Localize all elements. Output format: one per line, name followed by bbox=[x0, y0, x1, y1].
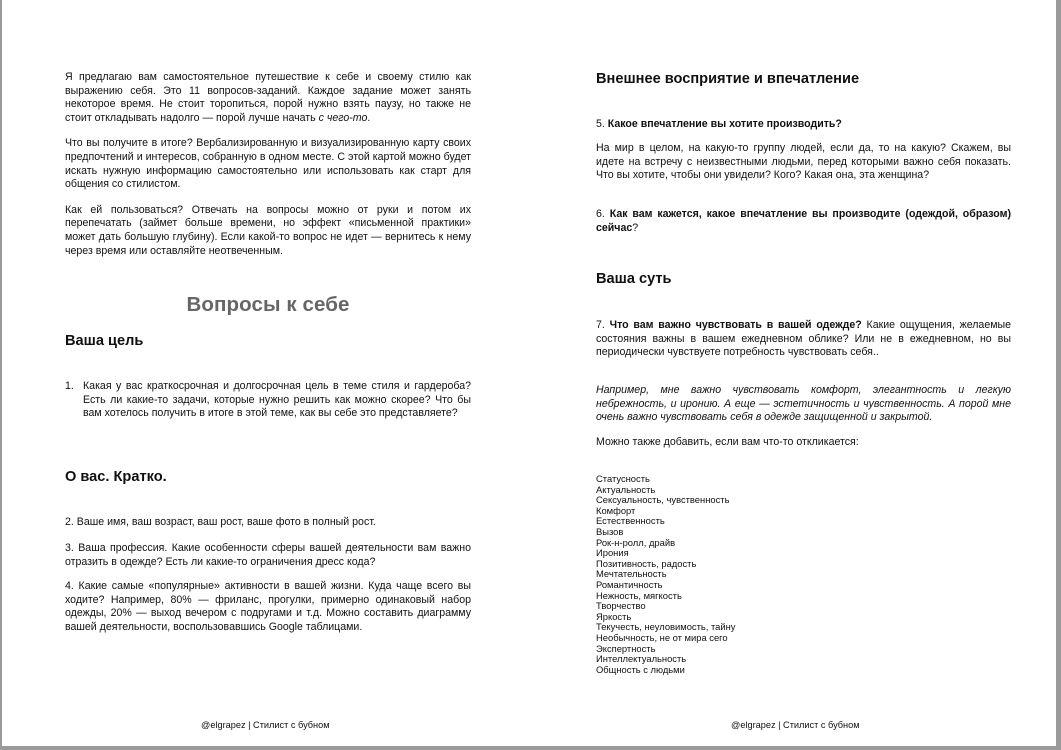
trait-item: Романтичность bbox=[596, 578, 663, 590]
trait-item: Интеллектуальность bbox=[596, 653, 687, 665]
question-7: 7. Что вам важно чувствовать в вашей одежде? Какие ощущения, желаемые состояния важны в вашем ежедневном облике? Или не в ежедневном, но вы периодически чувствуете потребность чувствовать себя.. bbox=[596, 319, 1011, 359]
trait-item: Естественность bbox=[596, 515, 665, 527]
question-3: 3. Ваша профессия. Какие особенности сферы вашей деятельности вам важно отразить в одежде? Есть ли какие-то ограничения дресс кода? bbox=[65, 542, 471, 568]
trait-item: Сексуальность, чувственность bbox=[596, 494, 730, 506]
intro-paragraph-3: Как ей пользоваться? Отвечать на вопросы можно от руки и потом их перепечатать (займет больше времени, но эффект «письменной практики» может дать большую глубину). Если какой-то вопрос не идет — вернитесь к нему через время или оставляйте неотвеченным. bbox=[65, 203, 471, 257]
trait-item: Рок-н-ролл, драйв bbox=[596, 536, 676, 548]
traits-list bbox=[596, 474, 1011, 675]
trait-item: Текучесть, неуловимость, тайну bbox=[596, 621, 736, 633]
trait-item: Творчество bbox=[596, 600, 646, 612]
right-page-footer: @elgrapez | Стилист с бубном bbox=[731, 720, 860, 730]
question-2: 2. Ваше имя, ваш возраст, ваш рост, ваше фото в полный рост. bbox=[65, 516, 376, 528]
essence-heading: Ваша суть bbox=[596, 271, 672, 287]
section-title: Вопросы к себе bbox=[186, 293, 350, 316]
trait-item: Комфорт bbox=[596, 504, 636, 516]
left-page bbox=[65, 0, 471, 746]
left-page-footer: @elgrapez | Стилист с бубном bbox=[201, 720, 330, 730]
question-5-body: На мир в целом, на какую-то группу людей, если да, то на какую? Скажем, вы идете на встречу с неизвестными людьми, перед которыми важно себя показать. Что вы хотите, чтобы они увидели? Кого? Какая она, эта женщина? bbox=[596, 142, 1011, 182]
question-4: 4. Какие самые «популярные» активности в вашей жизни. Куда чаще всего вы ходите? Например, 80% — фриланс, прогулки, примерно одинаковый набор одежды, 20% — выход вечером с подругами и т.д. Можно составить диаграмму вашей деятельности, воспользовавшись Google таблицами. bbox=[65, 580, 471, 633]
trait-item: Статусность bbox=[596, 473, 650, 484]
trait-item: Позитивность, радость bbox=[596, 557, 697, 569]
trait-item: Актуальность bbox=[596, 483, 656, 495]
trait-item: Нежность, мягкость bbox=[596, 589, 682, 601]
question-5-title: 5. Какое впечатление вы хотите производить? bbox=[596, 118, 842, 130]
question-1-number: 1. bbox=[65, 380, 74, 392]
about-heading: О вас. Кратко. bbox=[65, 469, 167, 485]
question-6: 6. Как вам кажется, какое впечатление вы производите (одеждой, образом) сейчас? bbox=[596, 208, 1012, 234]
trait-item: Экспертность bbox=[596, 642, 656, 654]
question-7-example: Например, мне важно чувствовать комфорт, элегантность и легкую небрежность, и иронию. А еще — эстетичность и чувственность. А порой мне очень важно чувствовать себя в одежде защищенной и закрытой. bbox=[596, 384, 1011, 424]
trait-item: Ирония bbox=[596, 547, 629, 559]
question-7-prompt: Можно также добавить, если вам что-то откликается: bbox=[596, 436, 859, 448]
trait-item: Общность с людьми bbox=[596, 663, 685, 675]
right-page bbox=[596, 0, 1011, 746]
question-1-text: Какая у вас краткосрочная и долгосрочная цель в теме стиля и гардероба? Есть ли какие-то задачи, которые нужно решить как можно скорее? Что бы вам хотелось получить в итоге в этой теме, как вы себе это представляете? bbox=[83, 380, 471, 420]
goal-heading: Ваша цель bbox=[65, 333, 144, 349]
question-1 bbox=[65, 380, 471, 421]
intro-paragraph-2: Что вы получите в итоге? Вербализированную и визуализированную карту своих предпочтений и интересов, собранную в одном месте. С этой картой можно будет искать нужную информацию самостоятельно или использовать как старт для общения со стилистом. bbox=[65, 137, 471, 191]
trait-item: Необычность, не от мира сего bbox=[596, 631, 728, 643]
trait-item: Вызов bbox=[596, 525, 624, 537]
trait-item: Яркость bbox=[596, 610, 632, 622]
intro-block bbox=[65, 71, 471, 270]
goal-question-list bbox=[65, 380, 471, 421]
perception-heading: Внешнее восприятие и впечатление bbox=[596, 71, 860, 87]
intro-paragraph-1: Я предлагаю вам самостоятельное путешествие к себе и своему стилю как выражению себя. Это 11 вопросов-заданий. Каждое задание может занять некоторое время. Не стоит торопиться, порой нужно взять паузу, но также не стоит откладывать надолго — порой лучше начать с чего-то. bbox=[65, 71, 471, 124]
trait-item: Мечтательность bbox=[596, 568, 667, 580]
